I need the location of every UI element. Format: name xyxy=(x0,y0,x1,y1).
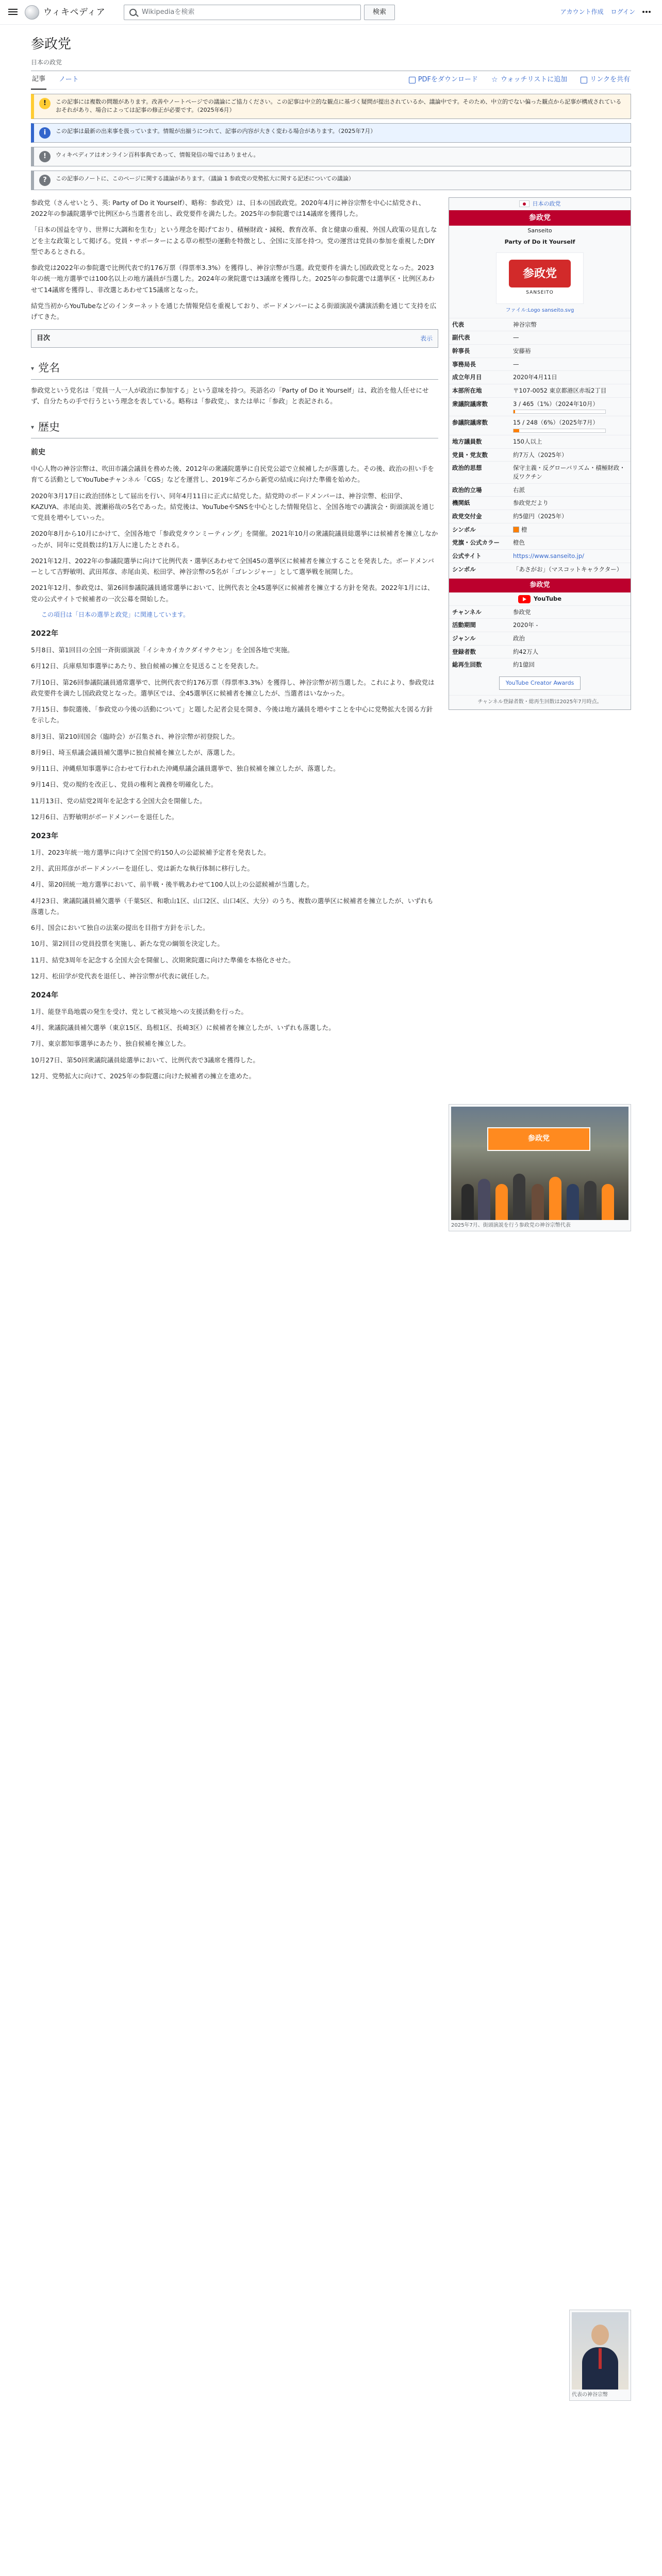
info-icon: i xyxy=(39,127,51,139)
event-paragraph: 1月、2023年統一地方選挙に向けて全国で約150人の公認候補予定者を発表した。 xyxy=(31,848,270,856)
infobox-value-text: 保守主義・反グローバリズム・積極財政・反ワクチン xyxy=(513,464,625,480)
lead-paragraph: 参政党（さんせいとう、英: Party of Do it Yourself）、略称：参政党）は、日本の国政政党。2020年4月に神谷宗幣を中心に結党され、2022年の参議院選挙で比例区から当選者を出し、政党要件を満たした。2025年の参院選では14議席を獲得した。 xyxy=(31,198,425,218)
infobox-value xyxy=(510,371,631,384)
party-infobox xyxy=(449,197,631,710)
event-paragraph: 6月12日、兵庫県知事選挙にあたり、独自候補の擁立を見送ることを発表した。 xyxy=(31,662,262,670)
infobox-label: 衆議院議席数 xyxy=(449,397,510,416)
infobox-value-text: 「あさがお」（マスコットキャラクター） xyxy=(513,565,623,573)
infobox-row xyxy=(449,384,631,397)
subsection-heading-2023: 2023年 xyxy=(31,832,58,841)
infobox-value-text: 安藤裕 xyxy=(513,347,531,354)
youtube-info-value: 2020年 - xyxy=(510,619,631,632)
infobox-value xyxy=(510,435,631,448)
infobox-row xyxy=(449,497,631,510)
infobox-english-name: Party of Do it Yourself xyxy=(504,239,575,246)
event-paragraph: 9月11日、沖縄県知事選挙に合わせて行われた沖縄県議会議員選挙で、独自候補を擁立したが、落選した。 xyxy=(31,765,340,773)
link-icon xyxy=(581,77,587,83)
youtube-footnote: チャンネル登録者数・総再生回数は2025年7月時点。 xyxy=(449,695,631,709)
section-paragraph: 2020年8月から10月にかけて、全国各地で「参政党タウンミーティング」を開催。2021年10月の衆議院議員総選挙には候補者を擁立しなかったが、同年に党員数は約1万人に達したとされる。 xyxy=(31,530,438,549)
infobox-value-text: 約7万人（2025年） xyxy=(513,451,568,459)
star-icon: ☆ xyxy=(491,75,498,84)
event-paragraph: 4月23日、衆議院議員補欠選挙（千葉5区、和歌山1区、山口2区、山口4区、大分）のうち、複数の選挙区に候補者を擁立したが、いずれも落選した。 xyxy=(31,896,434,916)
infobox-label: 地方議員数 xyxy=(449,435,510,448)
event-paragraph: 7月、東京都知事選挙にあたり、独自候補を擁立した。 xyxy=(31,1040,190,1048)
infobox-value-text: 2020年4月11日 xyxy=(513,374,557,381)
infobox-label: 幹事長 xyxy=(449,344,510,358)
youtube-info-label: ジャンル xyxy=(449,632,510,646)
event-paragraph: 1月、能登半島地震の発生を受け、党として被災地への支援活動を行った。 xyxy=(31,1007,247,1015)
youtube-info-value: 約42万人 xyxy=(510,645,631,658)
infobox-row xyxy=(449,358,631,371)
infobox-value-text: 参政党だより xyxy=(513,499,549,507)
youtube-info-row xyxy=(449,619,631,632)
infobox-label: 政治的思想 xyxy=(449,462,510,483)
pdf-download-label: PDFをダウンロード xyxy=(418,76,478,84)
youtube-info-row xyxy=(449,658,631,671)
infobox-row xyxy=(449,371,631,384)
maintenance-notice-current-event xyxy=(31,123,631,143)
login-link[interactable]: ログイン xyxy=(610,8,635,15)
infobox-value-text: 右派 xyxy=(513,486,525,494)
section-paragraph: 参政党という党名は「党員一人一人が政治に参加する」という意味を持つ。英語名の「Party of Do it Yourself」は、政治を他人任せにせず、自分たちの手で行うという理念を表している。略称は「参政党」、または単に「参政」と表記される。 xyxy=(31,386,429,405)
youtube-info-row xyxy=(449,605,631,619)
infobox-row xyxy=(449,549,631,563)
infobox-value-text: 3 / 465（1%）（2024年10月） xyxy=(513,400,599,408)
leader-portrait-photo[interactable] xyxy=(572,2312,628,2389)
infobox-value-text: — xyxy=(513,334,519,342)
section-paragraph: 2021年12月、参政党は、第26回参議院議員通常選挙において、比例代表と全45選挙区に候補者を擁立する方針を発表。2022年1月には、党の公式サイトで候補者の一次公募を開始した。 xyxy=(31,584,434,603)
infobox-value-text: 橙色 xyxy=(513,539,525,547)
toc-title: 目次 xyxy=(37,334,51,343)
subsection-heading-prehistory: 前史 xyxy=(31,448,45,457)
infobox-value xyxy=(510,358,631,371)
infobox-row xyxy=(449,563,631,575)
tab-talk[interactable]: ノート xyxy=(59,76,79,84)
infobox-label: 事務局長 xyxy=(449,358,510,371)
maintenance-notice-not-news xyxy=(31,147,631,166)
site-name: ウィキペディア xyxy=(43,7,106,18)
event-paragraph: 11月13日、党の結党2周年を記念する全国大会を開催した。 xyxy=(31,796,206,805)
subsection-heading-2022: 2022年 xyxy=(31,630,58,638)
party-logo-mark: 参政党 xyxy=(509,260,571,287)
youtube-logo-row: YouTube xyxy=(449,592,631,605)
search-button[interactable]: 検索 xyxy=(364,5,395,20)
infobox-value xyxy=(510,563,631,575)
article-content xyxy=(31,197,631,2398)
infobox-value-text: 〒107-0052 東京都港区赤坂2丁目 xyxy=(513,386,607,394)
youtube-info-label: 総再生回数 xyxy=(449,658,510,671)
event-paragraph: 12月、党勢拡大に向けて、2025年の参院選に向けた候補者の擁立を進めた。 xyxy=(31,1072,255,1080)
youtube-info-row xyxy=(449,632,631,646)
event-paragraph: 7月15日、参院選後、「参政党の今後の活動について」と題した記者会見を開き、今後は地方議員を増やすことを中心に党勢拡大を図る方針を示した。 xyxy=(31,705,433,724)
infobox-value xyxy=(510,331,631,345)
section-paragraph: 中心人物の神谷宗幣は、吹田市議会議員を務めた後、2012年の衆議院選挙に自民党公認で立候補したが落選した。その後、政治の担い手を育てる活動としてYouTubeチャンネル「CGS」などを運営し、2019年ごろから新党の結成に向けた準備を始めた。 xyxy=(31,465,434,484)
infobox-row xyxy=(449,448,631,462)
warning-icon: ! xyxy=(39,151,51,162)
youtube-icon xyxy=(518,595,531,603)
event-paragraph: 12月6日、吉野敏明がボードメンバーを退任した。 xyxy=(31,812,178,821)
intro-paragraph: 結党当初からYouTubeなどのインターネットを通じた情報発信を重視しており、ボードメンバーによる街頭演説や講演活動を通じて支持を広げてきた。 xyxy=(31,301,437,321)
warning-icon: ! xyxy=(39,98,51,109)
event-paragraph: 9月14日、党の規約を改正し、党員の権利と義務を明確化した。 xyxy=(31,781,218,789)
infobox-row xyxy=(449,435,631,448)
watchlist-label: ウォッチリストに追加 xyxy=(501,76,568,84)
tab-article[interactable]: 記事 xyxy=(31,70,46,90)
seat-share-fill xyxy=(514,410,515,413)
party-logo-image[interactable] xyxy=(496,252,584,304)
infobox-value xyxy=(510,510,631,523)
infobox-value xyxy=(510,483,631,497)
infobox-value-text: 約5億円（2025年） xyxy=(513,512,568,520)
maintenance-notice-talk xyxy=(31,171,631,190)
party-banner: 参政党 xyxy=(487,1127,590,1151)
page-container xyxy=(31,25,631,2398)
seat-share-bar xyxy=(513,429,606,433)
event-paragraph: 10月、第2回目の党員投票を実施し、新たな党の綱領を決定した。 xyxy=(31,940,224,948)
event-paragraph: 4月、衆議院議員補欠選挙（東京15区、島根1区、長崎3区）に候補者を擁立したが、いずれも落選した。 xyxy=(31,1024,335,1032)
logo-file-link[interactable]: ファイル:Logo sanseito.svg xyxy=(505,308,574,313)
section-title: 党名 xyxy=(38,362,60,375)
event-paragraph: 4月、第20回統一地方選挙において、前半戦・後半戦あわせて100人以上の公認候補が当選した。 xyxy=(31,880,313,889)
infobox-value-text: 15 / 248（6%）（2025年7月） xyxy=(513,419,599,427)
event-paragraph: 11月、結党3周年を記念する全国大会を開催し、次期衆院選に向けた準備を本格化させた。 xyxy=(31,956,295,964)
infobox-row xyxy=(449,416,631,435)
infobox-value xyxy=(510,416,631,435)
event-paragraph: 7月10日、第26回参議院議員通常選挙で、比例代表で約176万票（得票率3.3%）を獲得し、神谷宗幣が初当選した。これにより、参政党は政党要件を満たし国政政党となった。選挙区では、全45選挙区に候補者を擁立したが、当選者はいなかった。 xyxy=(31,678,435,697)
see-also-link[interactable]: この項目は「日本の選挙と政党」に関連しています。 xyxy=(41,611,190,618)
youtube-info-value: 約1億回 xyxy=(510,658,631,671)
infobox-label: 参議院議席数 xyxy=(449,416,510,435)
section-title: 歴史 xyxy=(38,420,60,433)
infobox-label: 公式サイト xyxy=(449,549,510,563)
infobox-label: シンボル xyxy=(449,523,510,536)
youtube-info-value: 参政党 xyxy=(510,605,631,619)
infobox-label: 代表 xyxy=(449,318,510,331)
infobox-row xyxy=(449,523,631,536)
figure-caption: 2025年7月、街頭演説を行う参政党の神谷宗幣代表 xyxy=(451,1222,571,1228)
infobox-label: 本部所在地 xyxy=(449,384,510,397)
section-paragraph: 2021年12月、2022年の参議院選挙に向けて比例代表・選挙区あわせて全国45の選挙区に候補者を擁立することを発表した。ボードメンバーとして吉野敏明、武田邦彦、赤尾由美、松田学、神谷宗幣の5名が「ゴレンジャー」として選挙戦を展開した。 xyxy=(31,556,434,576)
seat-share-fill xyxy=(514,429,519,432)
event-paragraph: 8月9日、埼玉県議会議員補欠選挙に独自候補を擁立したが、落選した。 xyxy=(31,748,239,756)
share-link-label: リンクを共有 xyxy=(590,76,630,84)
infobox-row xyxy=(449,318,631,331)
youtube-section-header: 参政党 xyxy=(449,579,631,592)
youtube-info-value: 政治 xyxy=(510,632,631,646)
wikipedia-globe-icon xyxy=(25,5,39,20)
search-placeholder: Wikipediaを検索 xyxy=(142,8,195,16)
event-paragraph: 6月、国会において独自の法案の提出を目指す方針を示した。 xyxy=(31,924,209,932)
infobox-value xyxy=(510,536,631,550)
page-subtitle: 日本の政党 xyxy=(31,59,62,66)
infobox-flag-row xyxy=(449,198,631,210)
share-link-button[interactable] xyxy=(580,71,631,89)
event-paragraph: 2月、武田邦彦がボードメンバーを退任し、党は新たな執行体制に移行した。 xyxy=(31,865,254,873)
create-account-link[interactable]: アカウント作成 xyxy=(560,8,604,15)
intro-paragraph: 「日本の国益を守り、世界に大調和を生む」という理念を掲げており、積極財政・減税、教育改革、食と健康の重視、外国人政策の見直しなどを主な政策として掲げる。党員・サポーターによる草の根型の運動を特徴とし、全国に支部を持つ。党の運営は党員の参加を重視したDIY型であるとされる。 xyxy=(31,226,437,256)
event-paragraph: 12月、松田学が党代表を退任し、神谷宗幣が代表に就任した。 xyxy=(31,972,213,980)
collapse-chevron-icon: ▾ xyxy=(31,423,35,431)
notice-text: この記事は最新の出来事を扱っています。情報が出揃うにつれて、記事の内容が大きく変わる場合があります。（2025年7月） xyxy=(56,127,376,134)
download-icon xyxy=(409,77,416,83)
infobox-title: 参政党 xyxy=(449,210,631,226)
youtube-info-label: チャンネル xyxy=(449,605,510,619)
infobox-value-text: 150人以上 xyxy=(513,437,542,445)
infobox-row xyxy=(449,462,631,483)
infobox-row xyxy=(449,344,631,358)
maintenance-notice-neutrality xyxy=(31,94,631,119)
infobox-romaji: Sanseito xyxy=(527,227,552,234)
infobox-label: 政治的立場 xyxy=(449,483,510,497)
infobox-value xyxy=(510,384,631,397)
infobox-value-text: — xyxy=(513,360,519,368)
talk-icon: ? xyxy=(39,175,51,186)
subsection-heading-2024: 2024年 xyxy=(31,991,58,1000)
infobox-row xyxy=(449,510,631,523)
section-paragraph: 2020年3月17日に政治団体として届出を行い、同年4月11日に正式に結党した。結党時のボードメンバーは、神谷宗幣、松田学、KAZUYA、赤尾由美、渡瀬裕哉の5名であった。結党後は、YouTubeやSNSを中心とした情報発信と、全国各地での講演会・街頭演説を通じて党員を増やしていった。 xyxy=(31,492,435,522)
infobox-row xyxy=(449,397,631,416)
page-title: 参政党 xyxy=(31,37,72,52)
infobox-label: 機関紙 xyxy=(449,497,510,510)
leader-portrait-figure xyxy=(569,2310,631,2401)
street-speech-photo[interactable] xyxy=(451,1107,628,1220)
infobox-row xyxy=(449,331,631,345)
notice-text: この記事のノートに、このページに関する議論があります。（議論 1 参政党の党勢拡大に関する記述についての議論） xyxy=(56,175,354,182)
section-heading-history[interactable] xyxy=(31,418,438,439)
infobox-row xyxy=(449,536,631,550)
infobox-value xyxy=(510,497,631,510)
infobox-label: 党旗・公式カラー xyxy=(449,536,510,550)
search-input[interactable] xyxy=(124,5,361,20)
collapse-chevron-icon: ▾ xyxy=(31,365,35,372)
search-icon xyxy=(129,9,137,16)
infobox-value-text: https://www.sanseito.jp/ xyxy=(513,552,584,560)
watchlist-button[interactable] xyxy=(490,71,568,89)
infobox-row xyxy=(449,483,631,497)
infobox-value xyxy=(510,318,631,331)
event-paragraph: 5月8日、第1回目の全国一斉街頭演説「イシキカイカクダイサクセン」を全国各地で実施。 xyxy=(31,646,294,654)
pdf-download-button[interactable] xyxy=(408,71,479,89)
infobox-label: シンボル xyxy=(449,563,510,575)
table-of-contents[interactable] xyxy=(31,329,438,348)
infobox-value xyxy=(510,462,631,483)
toc-toggle[interactable]: 表示 xyxy=(420,335,433,343)
party-logo-english: SANSEITO xyxy=(526,290,554,296)
intro-paragraph: 参政党は2022年の参院選で比例代表で約176万票（得票率3.3%）を獲得し、神谷宗幣が当選。政党要件を満たし国政政党となった。2023年の統一地方選挙では100名以上の地方議員が当選した。2024年の衆院選では3議席を獲得した。2025年の参院選では選挙区・比例区あわせて14議席を獲得し、非改選とあわせて15議席となった。 xyxy=(31,264,435,294)
youtube-info-row xyxy=(449,645,631,658)
infobox-value xyxy=(510,523,631,536)
infobox-value xyxy=(510,448,631,462)
infobox-flag-label[interactable]: 日本の政党 xyxy=(532,200,561,207)
infobox-label: 副代表 xyxy=(449,331,510,345)
seat-share-bar xyxy=(513,410,606,414)
infobox-label: 党員・党友数 xyxy=(449,448,510,462)
more-options-icon[interactable] xyxy=(642,7,652,16)
street-speech-figure xyxy=(449,1104,631,1232)
notice-text: この記事には複数の問題があります。改善やノートページでの議論にご協力ください。この記事は中立的な観点に基づく疑問が提出されているか、議論中です。そのため、中立的でない偏った観点から記事が構成されているおそれがあり、場合によっては記事の修正が必要です。（2025年6月） xyxy=(56,98,622,114)
infobox-label: 成立年月日 xyxy=(449,371,510,384)
main-menu-icon[interactable] xyxy=(8,7,19,18)
party-color-swatch xyxy=(513,527,519,533)
site-logo[interactable] xyxy=(25,5,105,20)
infobox-value xyxy=(510,344,631,358)
infobox-value xyxy=(510,549,631,563)
infobox-value xyxy=(510,397,631,416)
article-body xyxy=(31,197,438,1081)
section-heading-name[interactable] xyxy=(31,359,438,380)
event-paragraph: 10月27日、第50回衆議院議員総選挙において、比例代表で3議席を獲得した。 xyxy=(31,1056,259,1064)
youtube-creator-awards-link[interactable]: YouTube Creator Awards xyxy=(499,676,581,690)
infobox-label: 政党交付金 xyxy=(449,510,510,523)
figure-caption: 代表の神谷宗幣 xyxy=(572,2392,608,2398)
infobox-table xyxy=(449,318,631,576)
youtube-info-label: 登録者数 xyxy=(449,645,510,658)
japan-flag-icon xyxy=(519,200,529,207)
event-paragraph: 8月3日、第210回国会（臨時会）が召集され、神谷宗幣が初登院した。 xyxy=(31,732,239,740)
infobox-value-text: 橙 xyxy=(521,526,527,533)
personal-tools xyxy=(560,7,652,17)
infobox-value-text: 神谷宗幣 xyxy=(513,320,537,328)
youtube-info-label: 活動期間 xyxy=(449,619,510,632)
notice-text: ウィキペディアはオンライン百科事典であって、情報発信の場ではありません。 xyxy=(56,151,259,158)
site-header xyxy=(0,0,662,25)
youtube-info-table xyxy=(449,605,631,671)
page-tabs xyxy=(31,71,631,90)
